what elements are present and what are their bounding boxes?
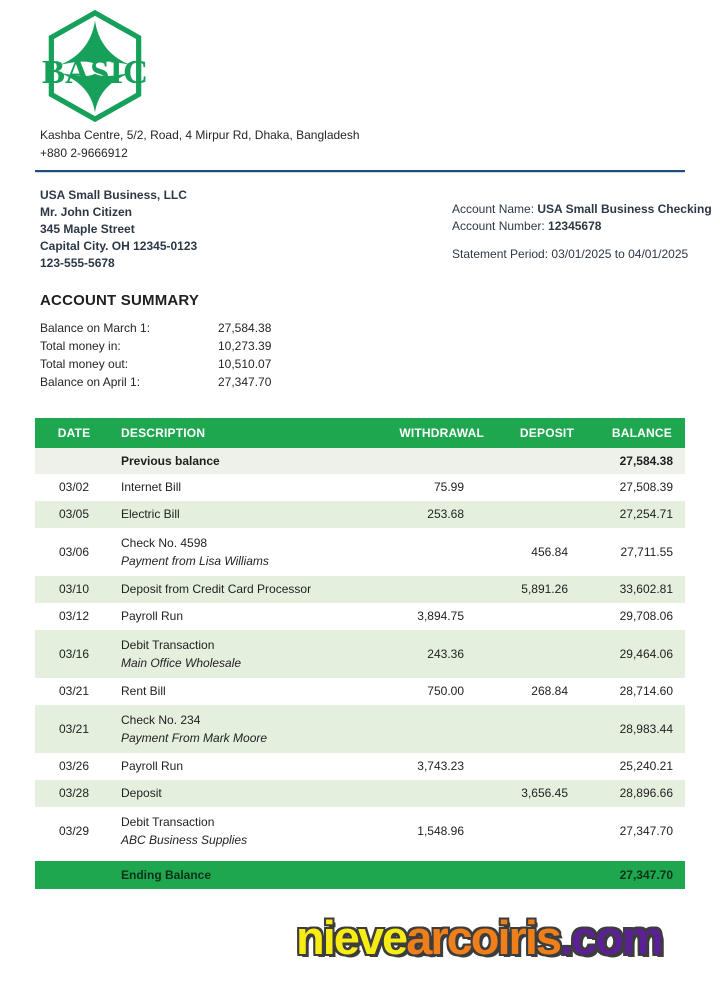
transaction-description-main: Internet Bill (121, 480, 182, 494)
transaction-description (113, 501, 355, 528)
summary-label: Total money out: (40, 357, 129, 371)
table-header-row (35, 418, 685, 448)
transaction-description-main: Electric Bill (121, 507, 180, 521)
column-header-balance: BALANCE (580, 418, 685, 448)
table-row (35, 630, 685, 678)
transaction-balance: 29,708.06 (619, 609, 673, 623)
bank-logo (38, 10, 152, 122)
transaction-description-main: Payroll Run (121, 609, 184, 623)
transaction-description (113, 705, 355, 753)
transaction-deposit (490, 753, 580, 780)
basic-bank-logo-icon (38, 10, 152, 122)
customer-city: Capital City. OH 12345-0123 (40, 239, 198, 253)
transaction-description (113, 678, 355, 705)
transaction-description-main: Debit Transaction (121, 814, 215, 829)
transaction-date: 03/26 (58, 759, 90, 773)
previous-balance-row (35, 448, 685, 474)
table-row (35, 501, 685, 528)
transaction-balance: 27,711.55 (620, 544, 673, 559)
transactions-body (35, 448, 685, 855)
column-header-date: DATE (35, 418, 113, 448)
table-row (35, 753, 685, 780)
transaction-description-note: Payment From Mark Moore (121, 730, 268, 745)
transaction-description (113, 807, 355, 855)
transaction-balance: 27,347.70 (619, 823, 673, 838)
transaction-date: 03/02 (58, 480, 90, 494)
transaction-date: 03/05 (35, 501, 113, 528)
transaction-deposit: 5,891.26 (490, 576, 580, 603)
customer-company: USA Small Business, LLC (40, 188, 187, 202)
summary-label: Balance on March 1: (40, 321, 151, 335)
transaction-description-main: Check No. 234 (121, 712, 201, 727)
watermark-part2: arcoiris (406, 911, 561, 964)
transaction-date: 03/21 (35, 705, 113, 753)
transaction-description-note: Payment from Lisa Williams (121, 553, 269, 568)
transaction-description (113, 576, 355, 603)
transaction-description-main: Debit Transaction (121, 637, 215, 652)
summary-row (40, 355, 271, 373)
transaction-date: 03/06 (58, 544, 90, 559)
table-row (35, 576, 685, 603)
header-divider (35, 170, 685, 173)
summary-value: 10,510.07 (218, 357, 272, 371)
transaction-description (113, 630, 355, 678)
transaction-withdrawal: 243.36 (355, 630, 490, 678)
transaction-balance: 33,602.81 (580, 576, 685, 603)
transaction-description (113, 753, 355, 780)
customer-street: 345 Maple Street (40, 222, 135, 236)
customer-name: Mr. John Citizen (40, 205, 133, 219)
transaction-section (35, 418, 685, 889)
transaction-date: 03/10 (35, 576, 113, 603)
transaction-balance: 29,464.06 (580, 630, 685, 678)
transaction-description-note: ABC Business Supplies (121, 832, 248, 847)
ending-balance-row (35, 861, 685, 889)
table-row (35, 780, 685, 807)
previous-balance-value: 27,584.38 (580, 448, 685, 474)
transaction-withdrawal: 1,548.96 (417, 823, 464, 838)
statement-period-label: Statement Period: (452, 247, 552, 261)
summary-value: 27,584.38 (218, 321, 272, 335)
summary-label: Total money in: (40, 339, 121, 353)
transaction-withdrawal (355, 780, 490, 807)
logo-text: BASIC (41, 54, 149, 92)
transaction-withdrawal: 3,894.75 (417, 609, 464, 623)
transaction-date: 03/16 (35, 630, 113, 678)
transaction-withdrawal: 75.99 (433, 480, 464, 494)
watermark-part1: nieve (296, 911, 407, 964)
transaction-balance: 28,714.60 (619, 684, 673, 698)
account-number-row (452, 218, 712, 235)
transaction-balance: 25,240.21 (619, 759, 673, 773)
transaction-deposit: 3,656.45 (490, 780, 580, 807)
summary-row (40, 319, 271, 337)
transaction-balance: 27,254.71 (580, 501, 685, 528)
transaction-deposit (490, 474, 580, 501)
account-info-block (452, 201, 712, 263)
summary-value: 27,347.70 (218, 375, 272, 389)
ending-balance-label: Ending Balance (121, 868, 212, 882)
summary-row (40, 373, 271, 391)
ending-balance-value: 27,347.70 (619, 868, 673, 882)
transaction-deposit: 268.84 (531, 684, 568, 698)
bank-address-line1: Kashba Centre, 5/2, Road, 4 Mirpur Rd, Dhaka, Bangladesh (40, 128, 360, 142)
transaction-table (35, 418, 685, 855)
account-name-label: Account Name: (452, 202, 538, 216)
transaction-withdrawal: 3,743.23 (417, 759, 464, 773)
column-header-description: DESCRIPTION (113, 418, 355, 448)
watermark-part3: .com (560, 911, 662, 964)
transaction-description (113, 474, 355, 501)
watermark (296, 910, 662, 965)
table-row (35, 705, 685, 753)
transaction-date: 03/21 (58, 684, 90, 698)
transaction-deposit (490, 807, 580, 855)
transaction-deposit (490, 630, 580, 678)
transaction-description (113, 528, 355, 576)
transaction-description-note: Main Office Wholesale (121, 655, 242, 670)
previous-balance-label: Previous balance (113, 448, 355, 474)
transaction-withdrawal (355, 528, 490, 576)
transaction-description-main: Rent Bill (121, 684, 166, 698)
transaction-date: 03/28 (35, 780, 113, 807)
summary-value: 10,273.39 (218, 339, 272, 353)
statement-period-row (452, 246, 712, 263)
customer-block (40, 187, 197, 272)
table-row (35, 474, 685, 501)
column-header-withdrawal: WITHDRAWAL (355, 418, 490, 448)
account-number-label: Account Number: (452, 219, 549, 233)
transaction-deposit (490, 603, 580, 630)
bank-phone: +880 2-9666912 (40, 146, 128, 160)
transaction-date: 03/29 (58, 823, 90, 838)
account-name-value: USA Small Business Checking (537, 202, 712, 216)
transaction-description-main: Deposit (121, 786, 162, 800)
transaction-withdrawal: 253.68 (355, 501, 490, 528)
table-row (35, 528, 685, 576)
account-name-row (452, 201, 712, 218)
table-row (35, 603, 685, 630)
summary-row (40, 337, 271, 355)
column-header-deposit: DEPOSIT (490, 418, 580, 448)
transaction-withdrawal (355, 576, 490, 603)
statement-period-value: 03/01/2025 to 04/01/2025 (551, 247, 689, 261)
transaction-description-main: Check No. 4598 (121, 535, 208, 550)
transaction-withdrawal (355, 705, 490, 753)
customer-phone: 123-555-5678 (40, 256, 115, 270)
table-row (35, 678, 685, 705)
transaction-withdrawal: 750.00 (427, 684, 464, 698)
account-summary-title: ACCOUNT SUMMARY (40, 292, 200, 309)
transaction-balance: 28,896.66 (580, 780, 685, 807)
transaction-description-main: Payroll Run (121, 759, 184, 773)
transaction-description (113, 603, 355, 630)
account-number-value: 12345678 (548, 219, 602, 233)
bank-address (40, 126, 360, 162)
transaction-date: 03/12 (58, 609, 90, 623)
transaction-description-main: Deposit from Credit Card Processor (121, 582, 312, 596)
transaction-balance: 28,983.44 (580, 705, 685, 753)
transaction-deposit (490, 501, 580, 528)
account-summary (40, 319, 271, 391)
transaction-balance: 27,508.39 (619, 480, 673, 494)
summary-label: Balance on April 1: (40, 375, 141, 389)
table-row (35, 807, 685, 855)
transaction-deposit: 456.84 (531, 544, 568, 559)
transaction-deposit (490, 705, 580, 753)
transaction-description (113, 780, 355, 807)
